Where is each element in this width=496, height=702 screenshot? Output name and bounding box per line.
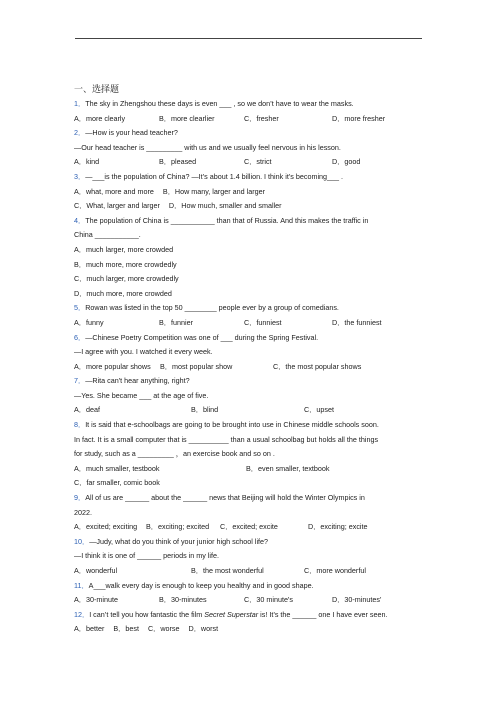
option[interactable]: A．excited; exciting — [74, 522, 138, 532]
question-text-line: In fact. It is a small computer that is __________ than a usual schoolbag but holds all the things — [74, 434, 379, 444]
question-text: The population of China is ___________ than that of Russia. And this makes the traffic in — [85, 215, 369, 225]
question-text: Rowan was listed in the top 50 ________ people ever by a group of comedians. — [85, 303, 339, 313]
question-text-line: for study, such as a _________ ，an exercise book and so on . — [74, 449, 275, 459]
option[interactable]: A．funny — [74, 317, 104, 327]
options-11 — [74, 593, 434, 608]
question-text-line: —Our head teacher is _________ with us and we usually feel nervous in his lesson. — [74, 142, 341, 152]
question-11 — [74, 579, 434, 594]
option[interactable]: A．30-minute — [74, 595, 118, 605]
options-3b — [74, 199, 434, 214]
option[interactable]: B．blind — [191, 405, 219, 415]
options-12 — [74, 622, 434, 637]
question-text-line: —Yes. She became ___ at the age of five. — [74, 390, 209, 400]
options-8 — [74, 462, 434, 477]
question-4 — [74, 214, 434, 229]
option[interactable]: C．more wonderful — [304, 566, 366, 575]
question-number: 4． — [74, 215, 86, 225]
options-3a — [74, 185, 434, 200]
option[interactable]: D．much more, more crowded — [74, 288, 172, 298]
option[interactable]: B．exciting; excited — [146, 522, 210, 532]
option[interactable]: C．What, larger and larger — [74, 201, 160, 211]
question-text: —Chinese Poetry Competition was one of ___ during the Spring Festival. — [85, 332, 319, 342]
section-title: 一、选择题 — [74, 84, 120, 94]
option[interactable]: C．30 minute's — [244, 595, 293, 605]
question-text: is! It’s the ______ one I have ever seen. — [258, 609, 388, 619]
options-9 — [74, 520, 434, 535]
question-text-line: —I agree with you. I watched it every week. — [74, 347, 213, 357]
question-3 — [74, 170, 434, 185]
option[interactable]: A．deaf — [74, 405, 100, 415]
option[interactable]: C．worse — [147, 624, 180, 634]
question-sheet — [74, 83, 434, 637]
option[interactable]: C．strict — [244, 157, 272, 167]
option[interactable]: D．the funniest — [332, 317, 382, 327]
question-12 — [74, 608, 434, 623]
question-number: 3． — [74, 171, 86, 181]
question-number: 8． — [74, 420, 86, 430]
question-number: 1． — [74, 99, 86, 108]
options-1 — [74, 112, 434, 127]
options-7 — [74, 403, 434, 418]
question-text: —___is the population of China? —It’s about 1.4 billion. I think it’s becoming___ . — [85, 171, 344, 181]
question-1 — [74, 97, 434, 112]
question-text: I can’t tell you how fantastic the film — [89, 609, 205, 619]
question-5 — [74, 301, 434, 316]
question-number: 9． — [74, 493, 86, 503]
question-10 — [74, 535, 434, 550]
question-9 — [74, 491, 434, 506]
option[interactable]: C．upset — [304, 405, 334, 415]
option[interactable]: D．exciting; excite — [308, 522, 368, 532]
option[interactable]: B．even smaller, textbook — [246, 463, 330, 473]
film-title: Secret Superstar — [204, 609, 259, 619]
option[interactable]: A．wonderful — [74, 566, 118, 575]
option[interactable]: B．much more, more crowdedly — [74, 259, 177, 269]
question-2 — [74, 126, 434, 141]
option[interactable]: D．good — [332, 157, 361, 167]
question-text: It is said that e-schoolbags are going to be brought into use in Chinese middle schools soon. — [85, 420, 379, 430]
question-text: All of us are ______ about the ______ news that Beijing will hold the Winter Olympics in — [85, 493, 365, 503]
option[interactable]: A．much larger, more crowded — [74, 244, 174, 254]
question-text: The sky in Zhengshou these days is even ___ , so we don’t have to wear the masks. — [85, 99, 354, 108]
option[interactable]: C．excited; excite — [220, 522, 278, 532]
option[interactable]: B．funnier — [159, 317, 193, 327]
option[interactable]: B．30-minutes — [159, 595, 207, 605]
question-8 — [74, 418, 434, 433]
option[interactable]: B．the most wonderful — [191, 566, 264, 575]
question-text-line: China ___________. — [74, 230, 141, 240]
question-number: 2． — [74, 128, 86, 138]
option[interactable]: C．far smaller, comic book — [74, 478, 160, 488]
question-number: 11． — [74, 580, 89, 590]
question-text-line: —I think it is one of ______ periods in my life. — [74, 551, 220, 561]
question-text: —Rita can't hear anything, right? — [85, 376, 190, 386]
option[interactable]: C．the most popular shows — [273, 361, 362, 371]
option[interactable]: B．more clearlier — [159, 113, 215, 123]
option[interactable]: D．worst — [188, 624, 219, 634]
option[interactable]: B．best — [113, 624, 139, 634]
options-6 — [74, 360, 434, 375]
option[interactable]: C．fresher — [244, 113, 279, 123]
option[interactable]: D．How much, smaller and smaller — [168, 201, 282, 211]
question-7 — [74, 374, 434, 389]
option[interactable]: C．funniest — [244, 317, 282, 327]
option[interactable]: B．most popular show — [160, 361, 233, 371]
option[interactable]: A．kind — [74, 157, 100, 167]
question-text: —How is your head teacher? — [85, 128, 178, 138]
option[interactable]: C．much larger, more crowdedly — [74, 274, 179, 284]
option[interactable]: A．more popular shows — [74, 361, 151, 371]
options-5 — [74, 316, 434, 331]
option[interactable]: D．30-minutes’ — [332, 595, 382, 605]
options-2 — [74, 155, 434, 170]
question-6 — [74, 331, 434, 346]
option[interactable]: D．more fresher — [332, 113, 386, 123]
option[interactable]: A．what, more and more — [74, 186, 154, 196]
question-number: 5． — [74, 303, 86, 313]
question-text: —Judy, what do you think of your junior high school life? — [89, 536, 269, 546]
option[interactable]: A．more clearly — [74, 113, 126, 123]
question-number: 12． — [74, 609, 90, 619]
question-text: A___walk every day is enough to keep you healthy and in good shape. — [88, 580, 314, 590]
question-number: 6． — [74, 332, 86, 342]
question-number: 10． — [74, 536, 90, 546]
options-10 — [74, 564, 434, 579]
option[interactable]: A．better — [74, 624, 105, 634]
option[interactable]: A．much smaller, testbook — [74, 463, 160, 473]
option[interactable]: B．pleased — [159, 157, 197, 167]
question-text-line: 2022. — [74, 507, 92, 517]
option[interactable]: B．How many, larger and larger — [162, 186, 266, 196]
question-number: 7． — [74, 376, 86, 386]
header-rule — [75, 38, 422, 39]
